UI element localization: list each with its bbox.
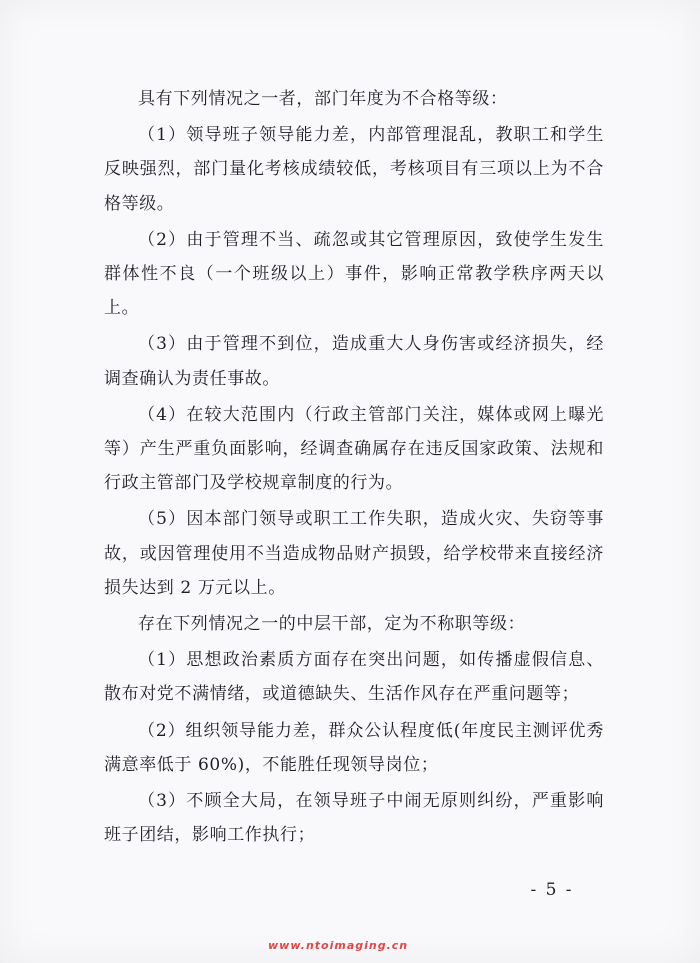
paragraph-item: （2）组织领导能力差，群众公认程度低(年度民主测评优秀满意率低于 60%)，不能胜任现领导岗位；: [104, 720, 604, 775]
page-number: - 5 -: [530, 880, 574, 900]
paragraph-item: （2）由于管理不当、疏忽或其它管理原因，致使学生发生群体性不良（一个班级以上）事件，影响正常教学秩序两天以上。: [104, 229, 604, 319]
paragraph-item: （1）领导班子领导能力差，内部管理混乱，教职工和学生反映强烈，部门量化考核成绩较低，考核项目有三项以上为不合格等级。: [104, 125, 604, 214]
paragraph-item: （3）不顾全大局，在领导班子中闹无原则纠纷，严重影响班子团结，影响工作执行；: [104, 791, 604, 846]
paragraph-item: （4）在较大范围内（行政主管部门关注，媒体或网上曝光等）产生严重负面影响，经调查确属存在违反国家政策、法规和行政主管部门及学校规章制度的行为。: [104, 404, 604, 494]
paragraph-intro-unqualified: 具有下列情况之一者，部门年度为不合格等级：: [138, 89, 508, 109]
scanner-watermark: www.ntoimaging.cn: [268, 939, 409, 952]
paragraph-item: （3）由于管理不到位，造成重大人身伤害或经济损失，经调查确认为责任事故。: [104, 334, 604, 389]
paragraph-item: （5）因本部门领导或职工工作失职，造成火灾、失窃等事故，或因管理使用不当造成物品财产损毁，给学校带来直接经济损失达到 2 万元以上。: [104, 509, 604, 598]
paragraph-intro-incompetent: 存在下列情况之一的中层干部，定为不称职等级：: [138, 614, 526, 635]
document-body: [104, 82, 604, 854]
paragraph-item: （1）思想政治素质方面存在突出问题，如传播虚假信息、散布对党不满情绪，或道德缺失、生活作风存在严重问题等；: [104, 650, 604, 705]
